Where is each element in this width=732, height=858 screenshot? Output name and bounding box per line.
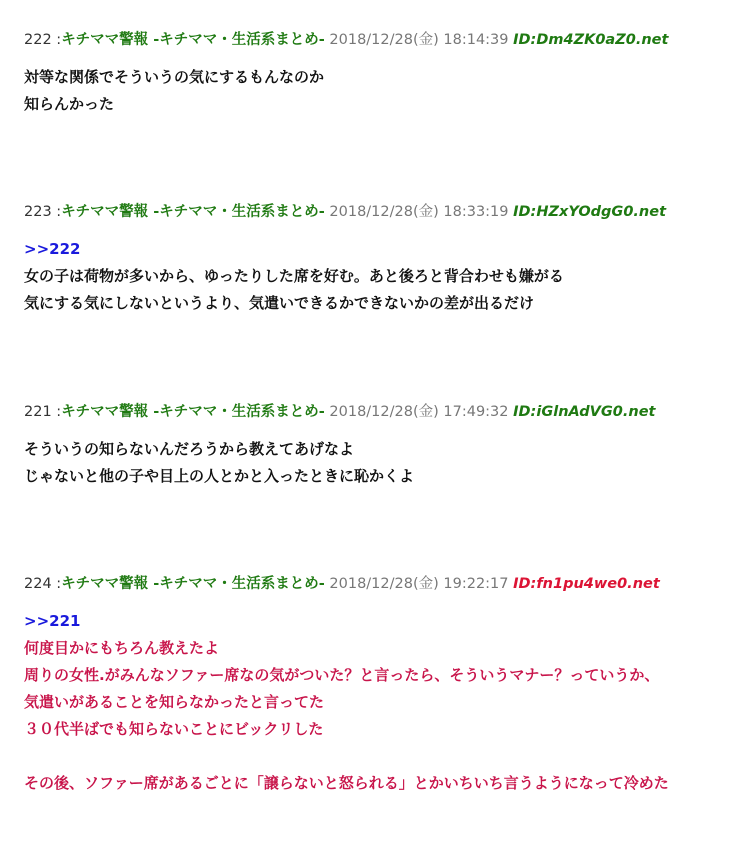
body-line: じゃないと他の子や目上の人とかと入ったときに恥かくよ bbox=[24, 467, 415, 485]
post-224 bbox=[24, 574, 724, 797]
anchor-line bbox=[24, 236, 724, 263]
post-datetime: 2018/12/28(金) 18:33:19 bbox=[329, 204, 509, 220]
blank-line bbox=[24, 743, 724, 770]
post-separator: : bbox=[51, 576, 62, 592]
poster-id: ID:iGlnAdVG0.net bbox=[513, 404, 656, 420]
post-number: 221 bbox=[24, 404, 52, 420]
post-header bbox=[24, 574, 724, 594]
body-line: 対等な関係でそういうの気にするもんなのか bbox=[24, 68, 325, 86]
body-line: 知らんかった bbox=[24, 95, 115, 113]
body-line: 女の子は荷物が多いから、ゆったりした席を好む。あと後ろと背合わせも嫌がる bbox=[24, 267, 564, 285]
post-body bbox=[24, 608, 724, 797]
body-line: ３０代半ばでも知らないことにビックリした bbox=[24, 720, 324, 738]
body-line: 何度目かにもちろん教えたよ bbox=[24, 639, 220, 657]
site-name: キチママ警報 -キチママ・生活系まとめ- bbox=[61, 404, 325, 420]
post-number: 222 bbox=[24, 32, 52, 48]
poster-id: ID:Dm4ZK0aZ0.net bbox=[513, 32, 669, 48]
post-datetime: 2018/12/28(金) 17:49:32 bbox=[329, 404, 509, 420]
post-separator: : bbox=[51, 204, 62, 220]
post-222 bbox=[24, 30, 724, 118]
body-line: そういうの知らないんだろうから教えてあげなよ bbox=[24, 440, 355, 458]
reply-anchor-link[interactable]: >>221 bbox=[24, 612, 81, 630]
post-datetime: 2018/12/28(金) 18:14:39 bbox=[329, 32, 509, 48]
poster-id: ID:fn1pu4we0.net bbox=[513, 576, 660, 592]
body-line: 周りの女性.がみんなソファー席なの気がついた？と言ったら、そういうマナー？っていうか、 bbox=[24, 666, 660, 684]
body-line: 気遣いがあることを知らなかったと言ってた bbox=[24, 693, 325, 711]
anchor-line bbox=[24, 608, 724, 635]
post-number: 223 bbox=[24, 204, 52, 220]
post-separator: : bbox=[51, 404, 62, 420]
site-name: キチママ警報 -キチママ・生活系まとめ- bbox=[61, 32, 325, 48]
post-221 bbox=[24, 402, 724, 490]
post-body bbox=[24, 236, 724, 317]
post-number: 224 bbox=[24, 576, 52, 592]
post-body bbox=[24, 64, 724, 118]
site-name: キチママ警報 -キチママ・生活系まとめ- bbox=[61, 204, 325, 220]
site-name: キチママ警報 -キチママ・生活系まとめ- bbox=[61, 576, 325, 592]
post-header bbox=[24, 202, 724, 222]
post-body bbox=[24, 436, 724, 490]
post-datetime: 2018/12/28(金) 19:22:17 bbox=[329, 576, 509, 592]
post-header bbox=[24, 30, 724, 50]
post-header bbox=[24, 402, 724, 422]
post-separator: : bbox=[51, 32, 62, 48]
poster-id: ID:HZxYOdgG0.net bbox=[513, 204, 667, 220]
body-line: 気にする気にしないというより、気遣いできるかできないかの差が出るだけ bbox=[24, 294, 535, 312]
reply-anchor-link[interactable]: >>222 bbox=[24, 240, 81, 258]
body-line: その後、ソファー席があるごとに「譲らないと怒られる」とかいちいち言うようになって冷めた bbox=[24, 774, 669, 792]
post-223 bbox=[24, 202, 724, 317]
